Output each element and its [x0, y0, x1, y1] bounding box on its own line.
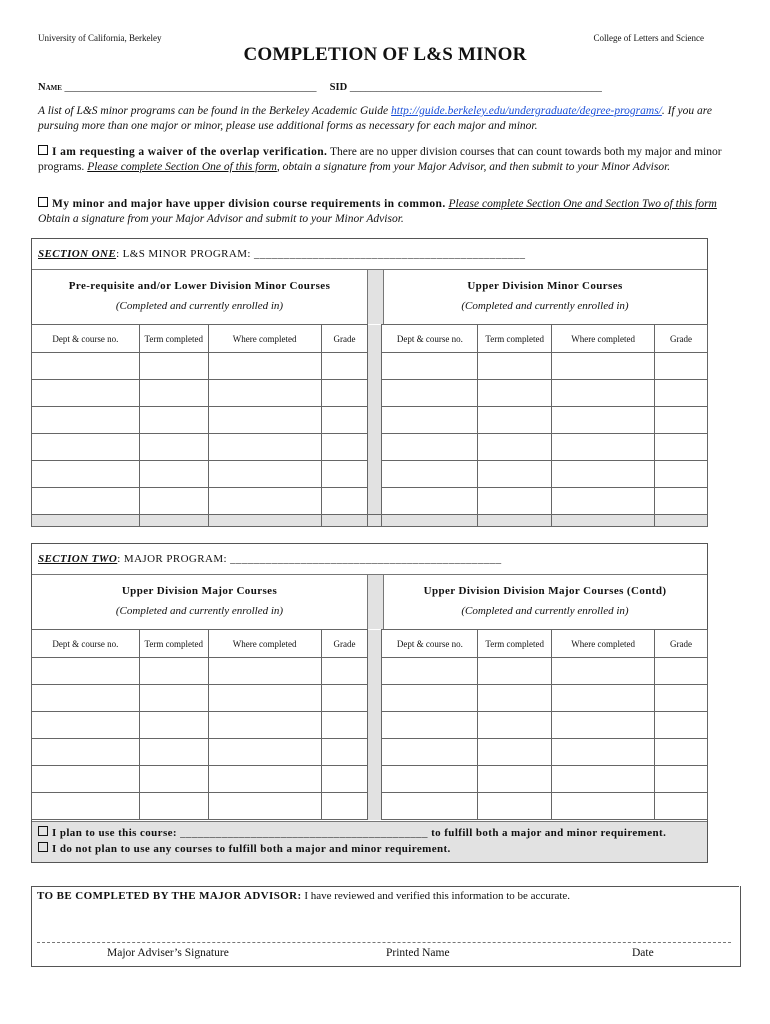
- intro-text: A list of L&S minor programs can be found in the Berkeley Academic Guide: [38, 105, 392, 117]
- section-one-title: : L&S MINOR PROGRAM:: [116, 248, 255, 260]
- section-two-label: SECTION TWO: [38, 553, 118, 565]
- date-label: Date: [632, 947, 654, 959]
- plan-no-text: I do not plan to use any courses to fulfill both a major and minor requirement.: [52, 843, 451, 855]
- table-row[interactable]: [32, 353, 708, 380]
- minor-upper-heading: [383, 270, 707, 324]
- table-row[interactable]: [32, 712, 708, 739]
- major-left-heading: [32, 575, 367, 629]
- major-left-title: Upper Division Major Courses: [121, 585, 278, 597]
- col-where: Where completed: [208, 325, 321, 353]
- minor-program-field[interactable]: ______________________________________________: [254, 248, 526, 260]
- col-grade: Grade: [321, 325, 368, 353]
- col-grade: Grade: [321, 630, 368, 658]
- section-one-header: [32, 239, 707, 270]
- table-row[interactable]: [32, 793, 708, 820]
- plan-use-text-end: to fulfill both a major and minor requirement.: [427, 827, 667, 839]
- column-separator: [367, 575, 384, 629]
- advisor-text: I have reviewed and verified this information to be accurate.: [301, 890, 571, 902]
- signature-line[interactable]: [37, 942, 731, 943]
- major-program-field[interactable]: ______________________________________________: [230, 553, 502, 565]
- major-right-heading: [383, 575, 707, 629]
- signature-label: Major Adviser’s Signature: [107, 947, 229, 959]
- table-row[interactable]: [32, 658, 708, 685]
- academic-guide-link[interactable]: http://guide.berkeley.edu/undergraduate/degree-programs/: [391, 105, 662, 117]
- overlap-option: [38, 197, 750, 227]
- table-header-row: [32, 325, 708, 353]
- section-two-title: : MAJOR PROGRAM:: [117, 553, 231, 565]
- overlap-checkbox[interactable]: [38, 197, 48, 207]
- intro-text-end: . If you are pursuing more than one major or minor, please use additional forms as necessary for each major and minor.: [38, 105, 712, 132]
- plan-use-checkbox[interactable]: [38, 826, 48, 836]
- plan-use-text: I plan to use this course:: [52, 827, 181, 839]
- minor-lower-heading: [32, 270, 367, 324]
- waiver-instruction-rest: , obtain a signature from your Major Advisor, and then submit to your Minor Advisor.: [276, 161, 671, 173]
- col-term: Term completed: [139, 630, 208, 658]
- section-two: [31, 543, 708, 863]
- name-label: Name: [38, 82, 62, 93]
- plan-no-course: [38, 842, 451, 855]
- printed-name-label: Printed Name: [386, 947, 450, 959]
- col-dept: Dept & course no.: [382, 630, 478, 658]
- major-right-title: Upper Division Division Major Courses (Contd): [423, 585, 667, 597]
- table-row[interactable]: [32, 434, 708, 461]
- overlap-instruction-rest: Obtain a signature from your Major Advisor and submit to your Minor Advisor.: [38, 213, 404, 225]
- col-term: Term completed: [478, 325, 552, 353]
- waiver-text: There are no upper division courses that can count towards both my major and minor programs.: [38, 146, 722, 173]
- section-two-header: [32, 544, 707, 575]
- minor-upper-sub: (Completed and currently enrolled in): [461, 300, 629, 312]
- table-row[interactable]: [32, 461, 708, 488]
- table-row[interactable]: [32, 407, 708, 434]
- plan-no-checkbox[interactable]: [38, 842, 48, 852]
- plan-use-course: [38, 826, 666, 839]
- waiver-checkbox[interactable]: [38, 145, 48, 155]
- major-course-table: [31, 629, 708, 820]
- minor-course-table: [31, 324, 708, 527]
- name-field[interactable]: ________________________________________________: [64, 82, 317, 93]
- section-one-label: SECTION ONE: [38, 248, 117, 260]
- sid-field[interactable]: ________________________________________________: [349, 82, 602, 93]
- col-where: Where completed: [208, 630, 321, 658]
- college-name: College of Letters and Science: [593, 33, 704, 43]
- column-separator: [367, 270, 384, 324]
- col-dept: Dept & course no.: [32, 325, 140, 353]
- advisor-section: [31, 886, 739, 966]
- table-header-row: [32, 630, 708, 658]
- col-grade: Grade: [655, 630, 708, 658]
- col-dept: Dept & course no.: [32, 630, 140, 658]
- sid-label: SID: [329, 82, 348, 93]
- table-footer-row: [32, 515, 708, 527]
- table-row[interactable]: [32, 488, 708, 515]
- col-grade: Grade: [655, 325, 708, 353]
- col-term: Term completed: [478, 630, 552, 658]
- plan-course-field[interactable]: __________________________________________: [180, 827, 428, 839]
- table-row[interactable]: [32, 739, 708, 766]
- institution-name: University of California, Berkeley: [38, 33, 162, 43]
- name-sid-row: [38, 82, 602, 93]
- section-one: [31, 238, 708, 525]
- col-dept: Dept & course no.: [382, 325, 478, 353]
- col-where: Where completed: [552, 325, 655, 353]
- intro-paragraph: [38, 104, 743, 134]
- major-left-sub: (Completed and currently enrolled in): [115, 605, 284, 617]
- advisor-statement: [37, 890, 570, 902]
- minor-lower-sub: (Completed and currently enrolled in): [115, 300, 284, 312]
- table-row[interactable]: [32, 766, 708, 793]
- minor-upper-title: Upper Division Minor Courses: [467, 280, 623, 292]
- col-where: Where completed: [552, 630, 655, 658]
- major-right-sub: (Completed and currently enrolled in): [461, 605, 629, 617]
- advisor-bold: TO BE COMPLETED BY THE MAJOR ADVISOR:: [37, 890, 302, 902]
- overlap-instruction: Please complete Section One and Section Two of this form: [448, 198, 717, 210]
- overlap-bold: My minor and major have upper division course requirements in common.: [52, 198, 446, 210]
- table-row[interactable]: [32, 380, 708, 407]
- form-title: COMPLETION OF L&S MINOR: [243, 44, 527, 65]
- col-term: Term completed: [139, 325, 208, 353]
- minor-lower-title: Pre-requisite and/or Lower Division Minor Courses: [68, 280, 331, 292]
- table-row[interactable]: [32, 685, 708, 712]
- waiver-instruction: Please complete Section One of this form: [87, 161, 277, 173]
- waiver-bold: I am requesting a waiver of the overlap verification.: [52, 146, 328, 158]
- waiver-option: [38, 145, 750, 175]
